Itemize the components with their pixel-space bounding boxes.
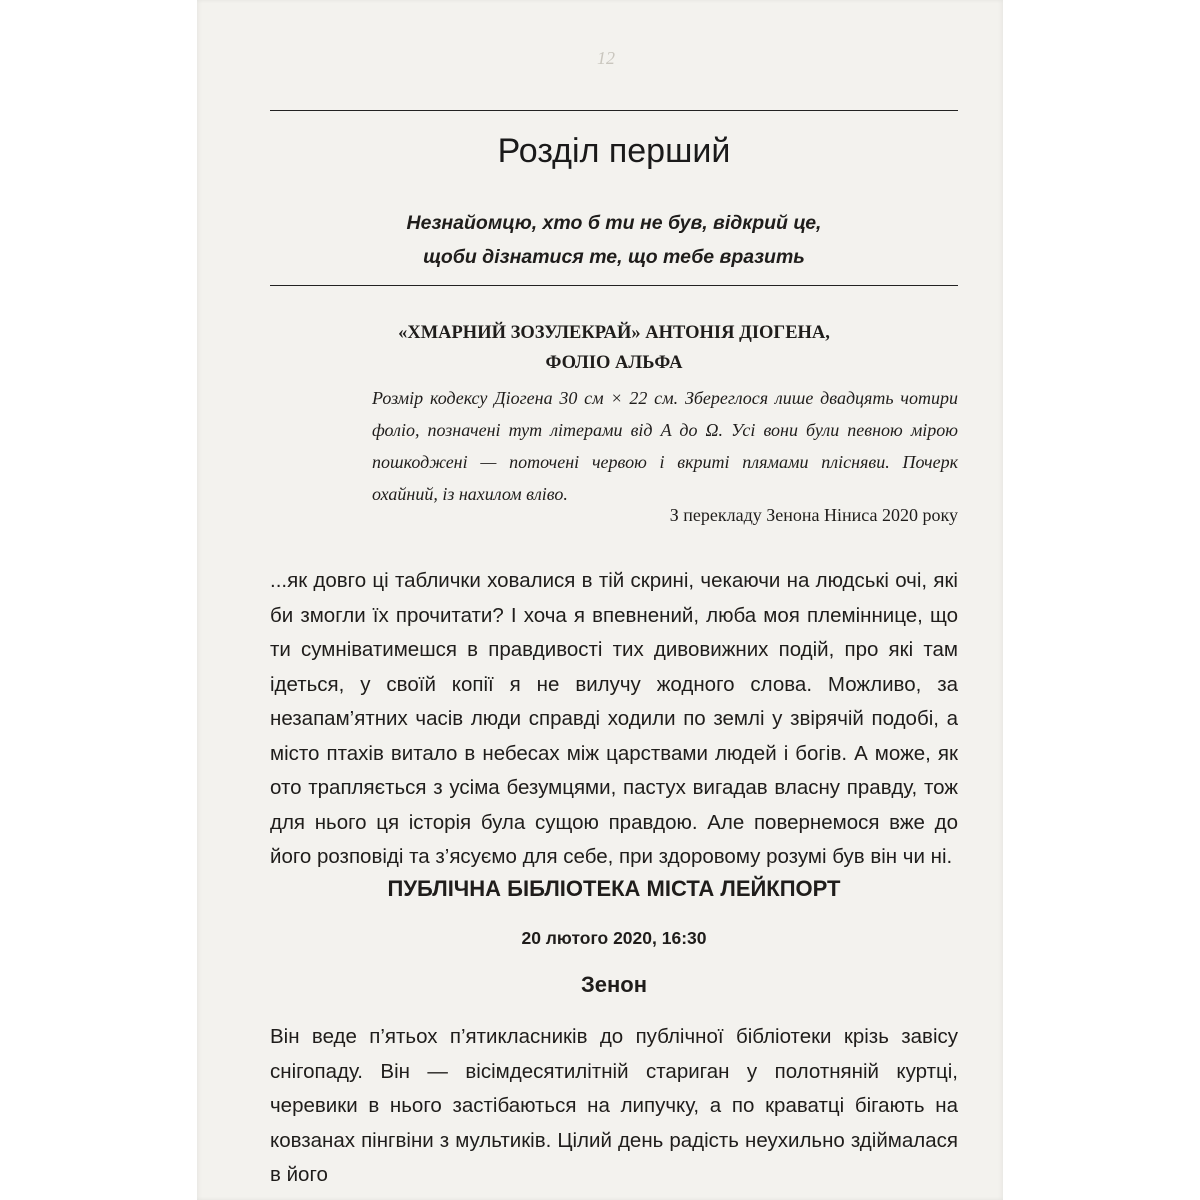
bleed-through-page-number: 12 xyxy=(597,48,615,68)
epigraph xyxy=(270,206,958,274)
folio-description: Розмір кодексу Діогена 30 см × 22 см. Збереглося лише двадцять чотири фоліо, позначені тут літерами від Α до Ω. Усі вони були певною мірою пошкоджені — поточені червою і вкриті плямами плісняви. Почерк охайний, із нахилом вліво. xyxy=(372,388,958,504)
folio-title-line: ФОЛІО АЛЬФА xyxy=(545,353,683,373)
chapter-paragraph: Він веде п’ятьох п’ятикласників до публічної бібліотеки крізь завісу снігопаду. Він — вісімдесятилітній стариган у полотняній куртці, черевики в нього застібаються на липучку, а по краватці бігають на ковзанах пінгвіни з мультиків. Цілий день радість неухильно здіймалася в його xyxy=(270,1025,958,1186)
narrator-heading: Зенон xyxy=(580,972,648,997)
bottom-divider xyxy=(270,285,958,286)
section-heading: ПУБЛІЧНА БІБЛІОТЕКА МІСТА ЛЕЙКПОРТ xyxy=(387,876,841,901)
book-page xyxy=(197,0,1003,1200)
folio-title-line: «ХМАРНИЙ ЗОЗУЛЕКРАЙ» АНТОНІЯ ДІОГЕНА, xyxy=(398,323,830,343)
date-line: 20 лютого 2020, 16:30 xyxy=(521,928,707,948)
folio-title xyxy=(270,318,958,378)
top-divider xyxy=(270,110,958,111)
intro-paragraph: ...як довго ці таблички ховалися в тій скрині, чекаючи на людські очі, які би змогли їх прочитати? І хоча я впевнений, люба моя племіннице, що ти сумніватимешся в правдивості тих дивовижних подій, про які там ідеться, у своїй копії я не вилучу жодного слова. Можливо, за незапам’ятних часів люди справді ходили по землі у звірячій подобі, а місто птахів витало в небесах між царствами людей і богів. А може, як ото трапляється з усіма безумцями, пастух вигадав власну правду, тож для нього ця історія була сущою правдою. Але повернемося вже до його розповіді та з’ясуємо для себе, при здоровому розумі був він чи ні. xyxy=(270,569,958,868)
epigraph-line: Незнайомцю, хто б ти не був, відкрий це, xyxy=(406,212,822,234)
translation-note: З перекладу Зенона Ніниса 2020 року xyxy=(669,505,958,525)
chapter-title: Розділ перший xyxy=(497,132,731,170)
epigraph-line: щоби дізнатися те, що тебе вразить xyxy=(423,246,805,268)
